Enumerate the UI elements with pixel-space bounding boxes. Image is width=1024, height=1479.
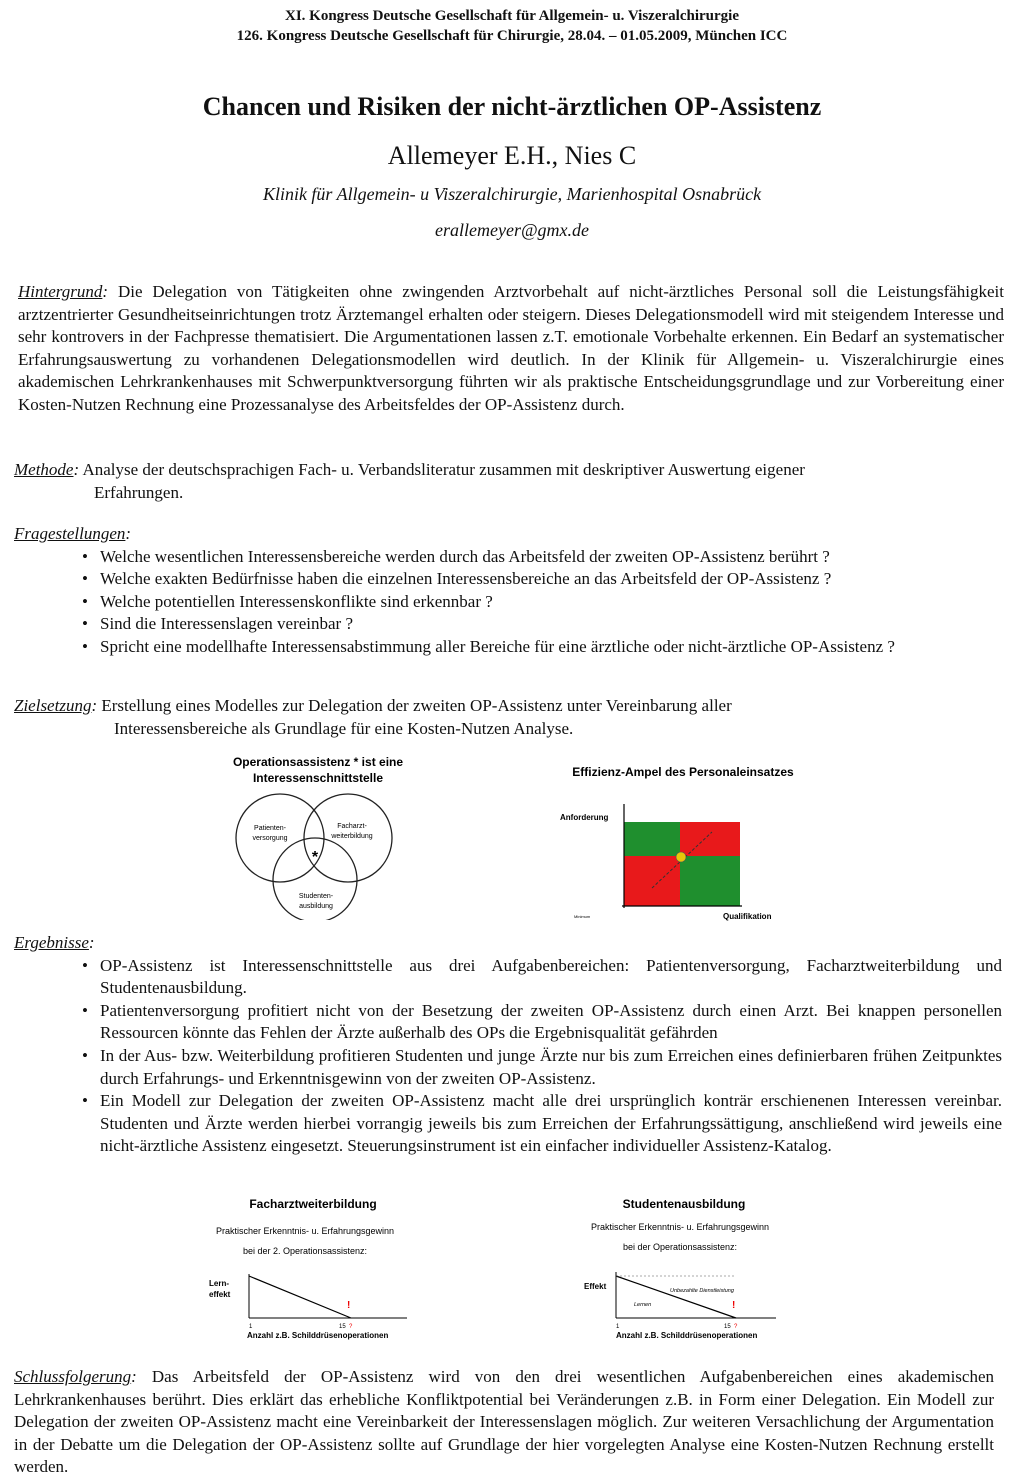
list-item: • OP-Assistenz ist Interessenschnittstelle aus drei Aufgabenbereichen: Patientenversorgung, Facharztweiterbildung und Studentenausbildung. bbox=[82, 955, 1002, 1000]
list-item: • In der Aus- bzw. Weiterbildung profitieren Studenten und junge Ärzte nur bis zum Erreichen eines definierbaren frühen Zeitpunktes durch Erfahrungs- und Erkenntnisgewinn von der zweiten OP-Assistenz. bbox=[82, 1045, 1002, 1090]
ampel-quadrant-red-bottom bbox=[624, 856, 680, 906]
methode-label: Methode bbox=[14, 460, 74, 479]
page-title: Chancen und Risiken der nicht-ärztlichen OP-Assistenz bbox=[202, 92, 822, 121]
venn-label-2b: weiterbildung bbox=[331, 833, 373, 840]
facharzt-curve bbox=[249, 1276, 351, 1318]
ergebnisse-label: Ergebnisse bbox=[14, 933, 89, 952]
schluss-label: Schlussfolgerung bbox=[14, 1367, 132, 1386]
conference-line-2: 126. Kongress Deutsche Gesellschaft für Chirurgie, 28.04. – 01.05.2009, München ICC bbox=[236, 28, 788, 44]
venn-label-3b: ausbildung bbox=[299, 903, 333, 910]
facharzt-q: ? bbox=[349, 1324, 353, 1330]
conference-line-1: XI. Kongress Deutsche Gesellschaft für Allgemein- u. Viszeralchirurgie bbox=[285, 8, 739, 24]
venn-title-1: Operationsassistenz * ist eine bbox=[232, 755, 404, 769]
student-tick-15: 15 bbox=[724, 1324, 731, 1330]
ampel-quadrant-red-top bbox=[680, 822, 740, 856]
list-item: • Patientenversorgung profitiert nicht von der Besetzung der zweiten OP-Assistenz durch einen Arzt. Bei knappen personellen Ressourcen könnte das Fehlen der Ärzte außerhalb des OPs die Ergebnisqualität gefährden bbox=[82, 1000, 1002, 1045]
methode-text-2: Erfahrungen. bbox=[94, 482, 184, 502]
venn-figure bbox=[218, 752, 418, 920]
venn-label-2a: Facharzt- bbox=[337, 823, 367, 830]
facharzt-figure bbox=[203, 1192, 425, 1342]
ampel-ylabel: Anforderung bbox=[560, 813, 609, 822]
student-sub-1: Praktischer Erkenntnis- u. Erfahrungsgewinn bbox=[590, 1222, 770, 1232]
affiliation: Klinik für Allgemein- u Viszeralchirurgie, Marienhospital Osnabrück bbox=[262, 184, 762, 204]
student-ylabel: Effekt bbox=[584, 1282, 607, 1291]
section-zielsetzung: Zielsetzung: Erstellung eines Modelles zur Delegation der zweiten OP-Assistenz unter Vereinbarung aller Interessensbereiche als Grundlage für eine Kosten-Nutzen Analyse. bbox=[14, 695, 1000, 740]
facharzt-ylabel-2: effekt bbox=[209, 1290, 231, 1299]
student-xlabel: Anzahl z.B. Schilddrüsenoperationen bbox=[616, 1331, 758, 1340]
list-item: • Welche exakten Bedürfnisse haben die einzelnen Interessensbereiche an das Arbeitsfeld der OP-Assistenz ? bbox=[82, 568, 922, 591]
facharzt-xlabel: Anzahl z.B. Schilddrüsenoperationen bbox=[247, 1331, 389, 1340]
student-inner-2: Lernen bbox=[634, 1302, 652, 1308]
student-curve bbox=[616, 1276, 736, 1318]
student-inner-1: Unbezahlte Dienstleistung bbox=[670, 1288, 734, 1294]
venn-label-1b: versorgung bbox=[252, 835, 288, 842]
facharzt-excl: ! bbox=[347, 1300, 351, 1311]
venn-label-1a: Patienten- bbox=[254, 825, 286, 832]
section-schlussfolgerung: Schlussfolgerung: Das Arbeitsfeld der OP-Assistenz wird von den drei wesentlichen Aufgabenbereichen eines akademischen Lehrkrankenhauses berührt. Dies erklärt das erhebliche Konfliktpotential bei Veränderungen z.B. in Form einer Delegation. Ein Modell zur Delegation der zweiten OP-Assistenz macht eine Vereinbarkeit der Interessenslagen möglich. Zur weiteren Versachlichung der Argumentation in der Debatte um die Delegation der OP-Assistenz sollte auf Grundlage der hier vorgelegten Analyse eine Kosten-Nutzen Rechnung erstellt werden. bbox=[14, 1367, 994, 1477]
facharzt-sub-2: bei der 2. Operationsassistenz: bbox=[242, 1246, 368, 1256]
facharzt-sub-1: Praktischer Erkenntnis- u. Erfahrungsgewinn bbox=[215, 1226, 395, 1236]
list-item: • Ein Modell zur Delegation der zweiten OP-Assistenz macht alle drei ursprünglich konträr erschienenen Interessen vereinbar. Studenten und Ärzte werden hierbei vorrangig jeweils bis zum Erreichen der Erfahrungssättigung, anschließend wird jeweils eine nicht-ärztliche Assistenz eingesetzt. Steuerungsinstrument ist ein einfacher individueller Assistenz-Katalog. bbox=[82, 1090, 1002, 1158]
venn-label-3a: Studenten- bbox=[298, 893, 334, 900]
zielsetzung-label: Zielsetzung bbox=[14, 696, 92, 715]
email: erallemeyer@gmx.de bbox=[435, 220, 589, 240]
student-sub-2: bei der Operationsassistenz: bbox=[622, 1242, 738, 1252]
student-tick-1: 1 bbox=[616, 1324, 620, 1330]
fragestellungen-label: Fragestellungen bbox=[14, 524, 126, 543]
ampel-figure bbox=[556, 760, 810, 926]
zielsetzung-text-2: Interessensbereiche als Grundlage für eine Kosten-Nutzen Analyse. bbox=[114, 718, 574, 738]
hintergrund-text: Die Delegation von Tätigkeiten ohne zwingenden Arztvorbehalt auf nicht-ärztliches Personal soll die Leistungsfähigkeit arztzentrierter Gesundheitseinrichtungen trotz Ärztemangel erhalten oder steigern. Dieses Delegationsmodell wird mit steigendem Interesse und sehr kontrovers in der Fachpresse thematisiert. Die Argumentationen lassen z.T. emotionale Vorbehalte erkennen. Ein Bedarf an systematischer Erfahrungsauswertung zu vorhandenen Delegationsmodellen wird deutlich. In der Klinik für Allgemein- u. Viszeralchirurgie eines akademischen Lehrkrankenhauses mit Schwerpunktversorgung führten wir als praktische Entscheidungsgrundlage und zur Vorbereitung einer Kosten-Nutzen Rechnung eine Prozessanalyse des Arbeitsfeldes der OP-Assistenz durch. bbox=[18, 282, 1005, 414]
authors: Allemeyer E.H., Nies C bbox=[387, 141, 637, 170]
list-item: • Welche potentiellen Interessenskonflikte sind erkennbar ? bbox=[82, 591, 922, 614]
student-excl: ! bbox=[732, 1300, 736, 1311]
section-hintergrund: Hintergrund: Die Delegation von Tätigkeiten ohne zwingenden Arztvorbehalt auf nicht-ärztliches Personal soll die Leistungsfähigkeit arztzentrierter Gesundheitseinrichtungen trotz Ärztemangel erhalten oder steigern. Dieses Delegationsmodell wird mit steigendem Interesse und sehr kontrovers in der Fachpresse thematisiert. Die Argumentationen lassen z.T. emotionale Vorbehalte erkennen. Ein Bedarf an systematischer Erfahrungsauswertung zu vorhandenen Delegationsmodellen wird deutlich. In der Klinik für Allgemein- u. Viszeralchirurgie eines akademischen Lehrkrankenhauses mit Schwerpunktversorgung führten wir als praktische Entscheidungsgrundlage und zur Vorbereitung einer Kosten-Nutzen Rechnung eine Prozessanalyse des Arbeitsfeldes der OP-Assistenz durch. bbox=[18, 282, 1005, 414]
ampel-corner-label: Minimum bbox=[574, 914, 591, 919]
ampel-title: Effizienz-Ampel des Personaleinsatzes bbox=[572, 765, 794, 779]
list-item: • Sind die Interessenslagen vereinbar ? bbox=[82, 613, 922, 636]
venn-star: * bbox=[311, 849, 319, 866]
ampel-center-marker bbox=[676, 852, 686, 862]
ampel-quadrant-green-bottom bbox=[680, 856, 740, 906]
section-fragestellungen: Fragestellungen: • Welche wesentlichen Interessensbereiche werden durch das Arbeitsfeld der zweiten OP-Assistenz berührt ? • Welche exakten Bedürfnisse haben die einzelnen Interessensbereiche an das Arbeitsfeld der OP-Assistenz ? • Welche potentiellen Interessenskonflikte sind erkennbar ? • Sind die Interessenslagen vereinbar ? • Spricht eine modellhafte Interessensabstimmung aller Bereiche für eine ärztliche oder nicht-ärztliche OP-Assistenz ? bbox=[14, 523, 1000, 659]
list-item: • Welche wesentlichen Interessensbereiche werden durch das Arbeitsfeld der zweiten OP-Assistenz berührt ? bbox=[82, 546, 922, 569]
ampel-xlabel: Qualifikation bbox=[723, 912, 772, 921]
facharzt-tick-15: 15 bbox=[339, 1324, 346, 1330]
list-item: • Spricht eine modellhafte Interessensabstimmung aller Bereiche für eine ärztliche oder nicht-ärztliche OP-Assistenz ? bbox=[82, 636, 922, 659]
facharzt-ylabel-1: Lern- bbox=[209, 1279, 229, 1288]
venn-title-2: Interessenschnittstelle bbox=[252, 771, 384, 785]
ampel-quadrant-green-top bbox=[624, 822, 680, 856]
methode-text-1: Analyse der deutschsprachigen Fach- u. Verbandsliteratur zusammen mit deskriptiver Auswertung eigener bbox=[82, 460, 805, 479]
section-ergebnisse: Ergebnisse: • OP-Assistenz ist Interessenschnittstelle aus drei Aufgabenbereichen: Patientenversorgung, Facharztweiterbildung und Studentenausbildung. • Patientenversorgung profitiert nicht von der Besetzung der zweiten OP-Assistenz durch einen Arzt. Bei knappen personellen Ressourcen könnte das Fehlen der Ärzte außerhalb des OPs die Ergebnisqualität gefährden • In der Aus- bzw. Weiterbildung profitieren Studenten und junge Ärzte nur bis zum Erreichen eines definierbaren frühen Zeitpunktes durch Erfahrungs- und Erkenntnisgewinn von der zweiten OP-Assistenz. • Ein Modell zur Delegation der zweiten OP-Assistenz macht alle drei ursprünglich konträr erschienenen Interessen vereinbar. Studenten und Ärzte werden hierbei vorrangig jeweils bis zum Erreichen der Erfahrungssättigung, anschließend wird jeweils eine nicht-ärztliche Assistenz eingesetzt. Steuerungsinstrument ist ein einfacher individueller Assistenz-Katalog. bbox=[14, 932, 1000, 1158]
hintergrund-label: Hintergrund bbox=[18, 282, 103, 301]
student-title: Studentenausbildung bbox=[622, 1197, 746, 1211]
zielsetzung-text-1: Erstellung eines Modelles zur Delegation der zweiten OP-Assistenz unter Vereinbarung aller bbox=[101, 696, 732, 715]
schluss-text: Das Arbeitsfeld der OP-Assistenz wird von den drei wesentlichen Aufgabenbereichen eines akademischen Lehrkrankenhauses berührt. Dies erklärt das erhebliche Konfliktpotential bei Veränderungen z.B. in Form einer Delegation. Ein Modell zur Delegation der zweiten OP-Assistenz macht eine Vereinbarkeit der Interessenslagen möglich. Zur weiteren Versachlichung der Argumentation in der Debatte um die Delegation der OP-Assistenz sollte auf Grundlage der hier vorgelegten Analyse eine Kosten-Nutzen Rechnung erstellt werden. bbox=[14, 1367, 994, 1477]
facharzt-title: Facharztweiterbildung bbox=[249, 1197, 377, 1211]
facharzt-tick-1: 1 bbox=[249, 1324, 253, 1330]
student-figure bbox=[580, 1192, 802, 1342]
section-methode: Methode: Analyse der deutschsprachigen Fach- u. Verbandsliteratur zusammen mit deskriptiver Auswertung eigener Erfahrungen. bbox=[14, 459, 1000, 504]
student-q: ? bbox=[734, 1324, 738, 1330]
